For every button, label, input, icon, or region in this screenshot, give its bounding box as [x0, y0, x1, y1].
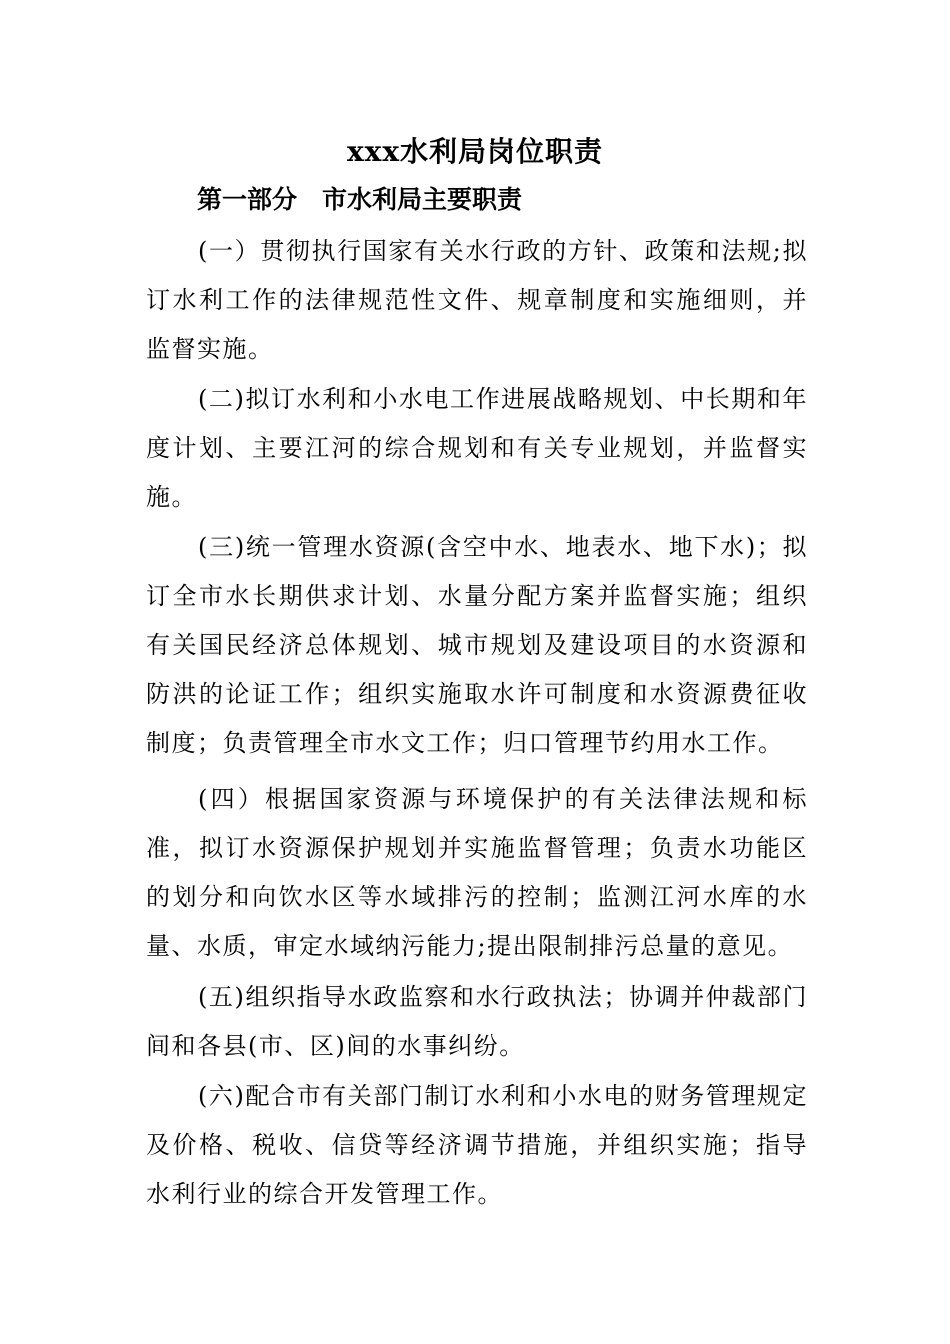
paragraph-5: (五)组织指导水政监察和水行政执法；协调并仲裁部门间和各县(市、区)间的水事纠纷。	[146, 983, 808, 1060]
paragraph-1: (一）贯彻执行国家有关水行政的方针、政策和法规;拟订水利工作的法律规范性文件、规章制度和实施细则，并监督实施。	[146, 237, 808, 363]
document-title: xxx水利局岗位职责	[346, 135, 604, 168]
paragraph-6: (六)配合市有关部门制订水利和小水电的财务管理规定及价格、税收、信贷等经济调节措施，并组织实施；指导水利行业的综合开发管理工作。	[146, 1082, 808, 1208]
paragraph-2: (二)拟订水利和小水电工作进展战略规划、中长期和年度计划、主要江河的综合规划和有关专业规划，并监督实施。	[146, 385, 808, 511]
section-heading: 第一部分 市水利局主要职责	[197, 185, 523, 214]
paragraph-3: (三)统一管理水资源(含空中水、地表水、地下水)；拟订全市水长期供求计划、水量分配方案并监督实施；组织有关国民经济总体规划、城市规划及建设项目的水资源和防洪的论证工作；组织实施取水许可制度和水资源费征收制度；负责管理全市水文工作；归口管理节约用水工作。	[146, 533, 808, 757]
paragraph-4: (四）根据国家资源与环境保护的有关法律法规和标准，拟订水资源保护规划并实施监督管理；负责水功能区的划分和向饮水区等水域排污的控制；监测江河水库的水量、水质，审定水域纳污能力;提出限制排污总量的意见。	[146, 785, 808, 960]
